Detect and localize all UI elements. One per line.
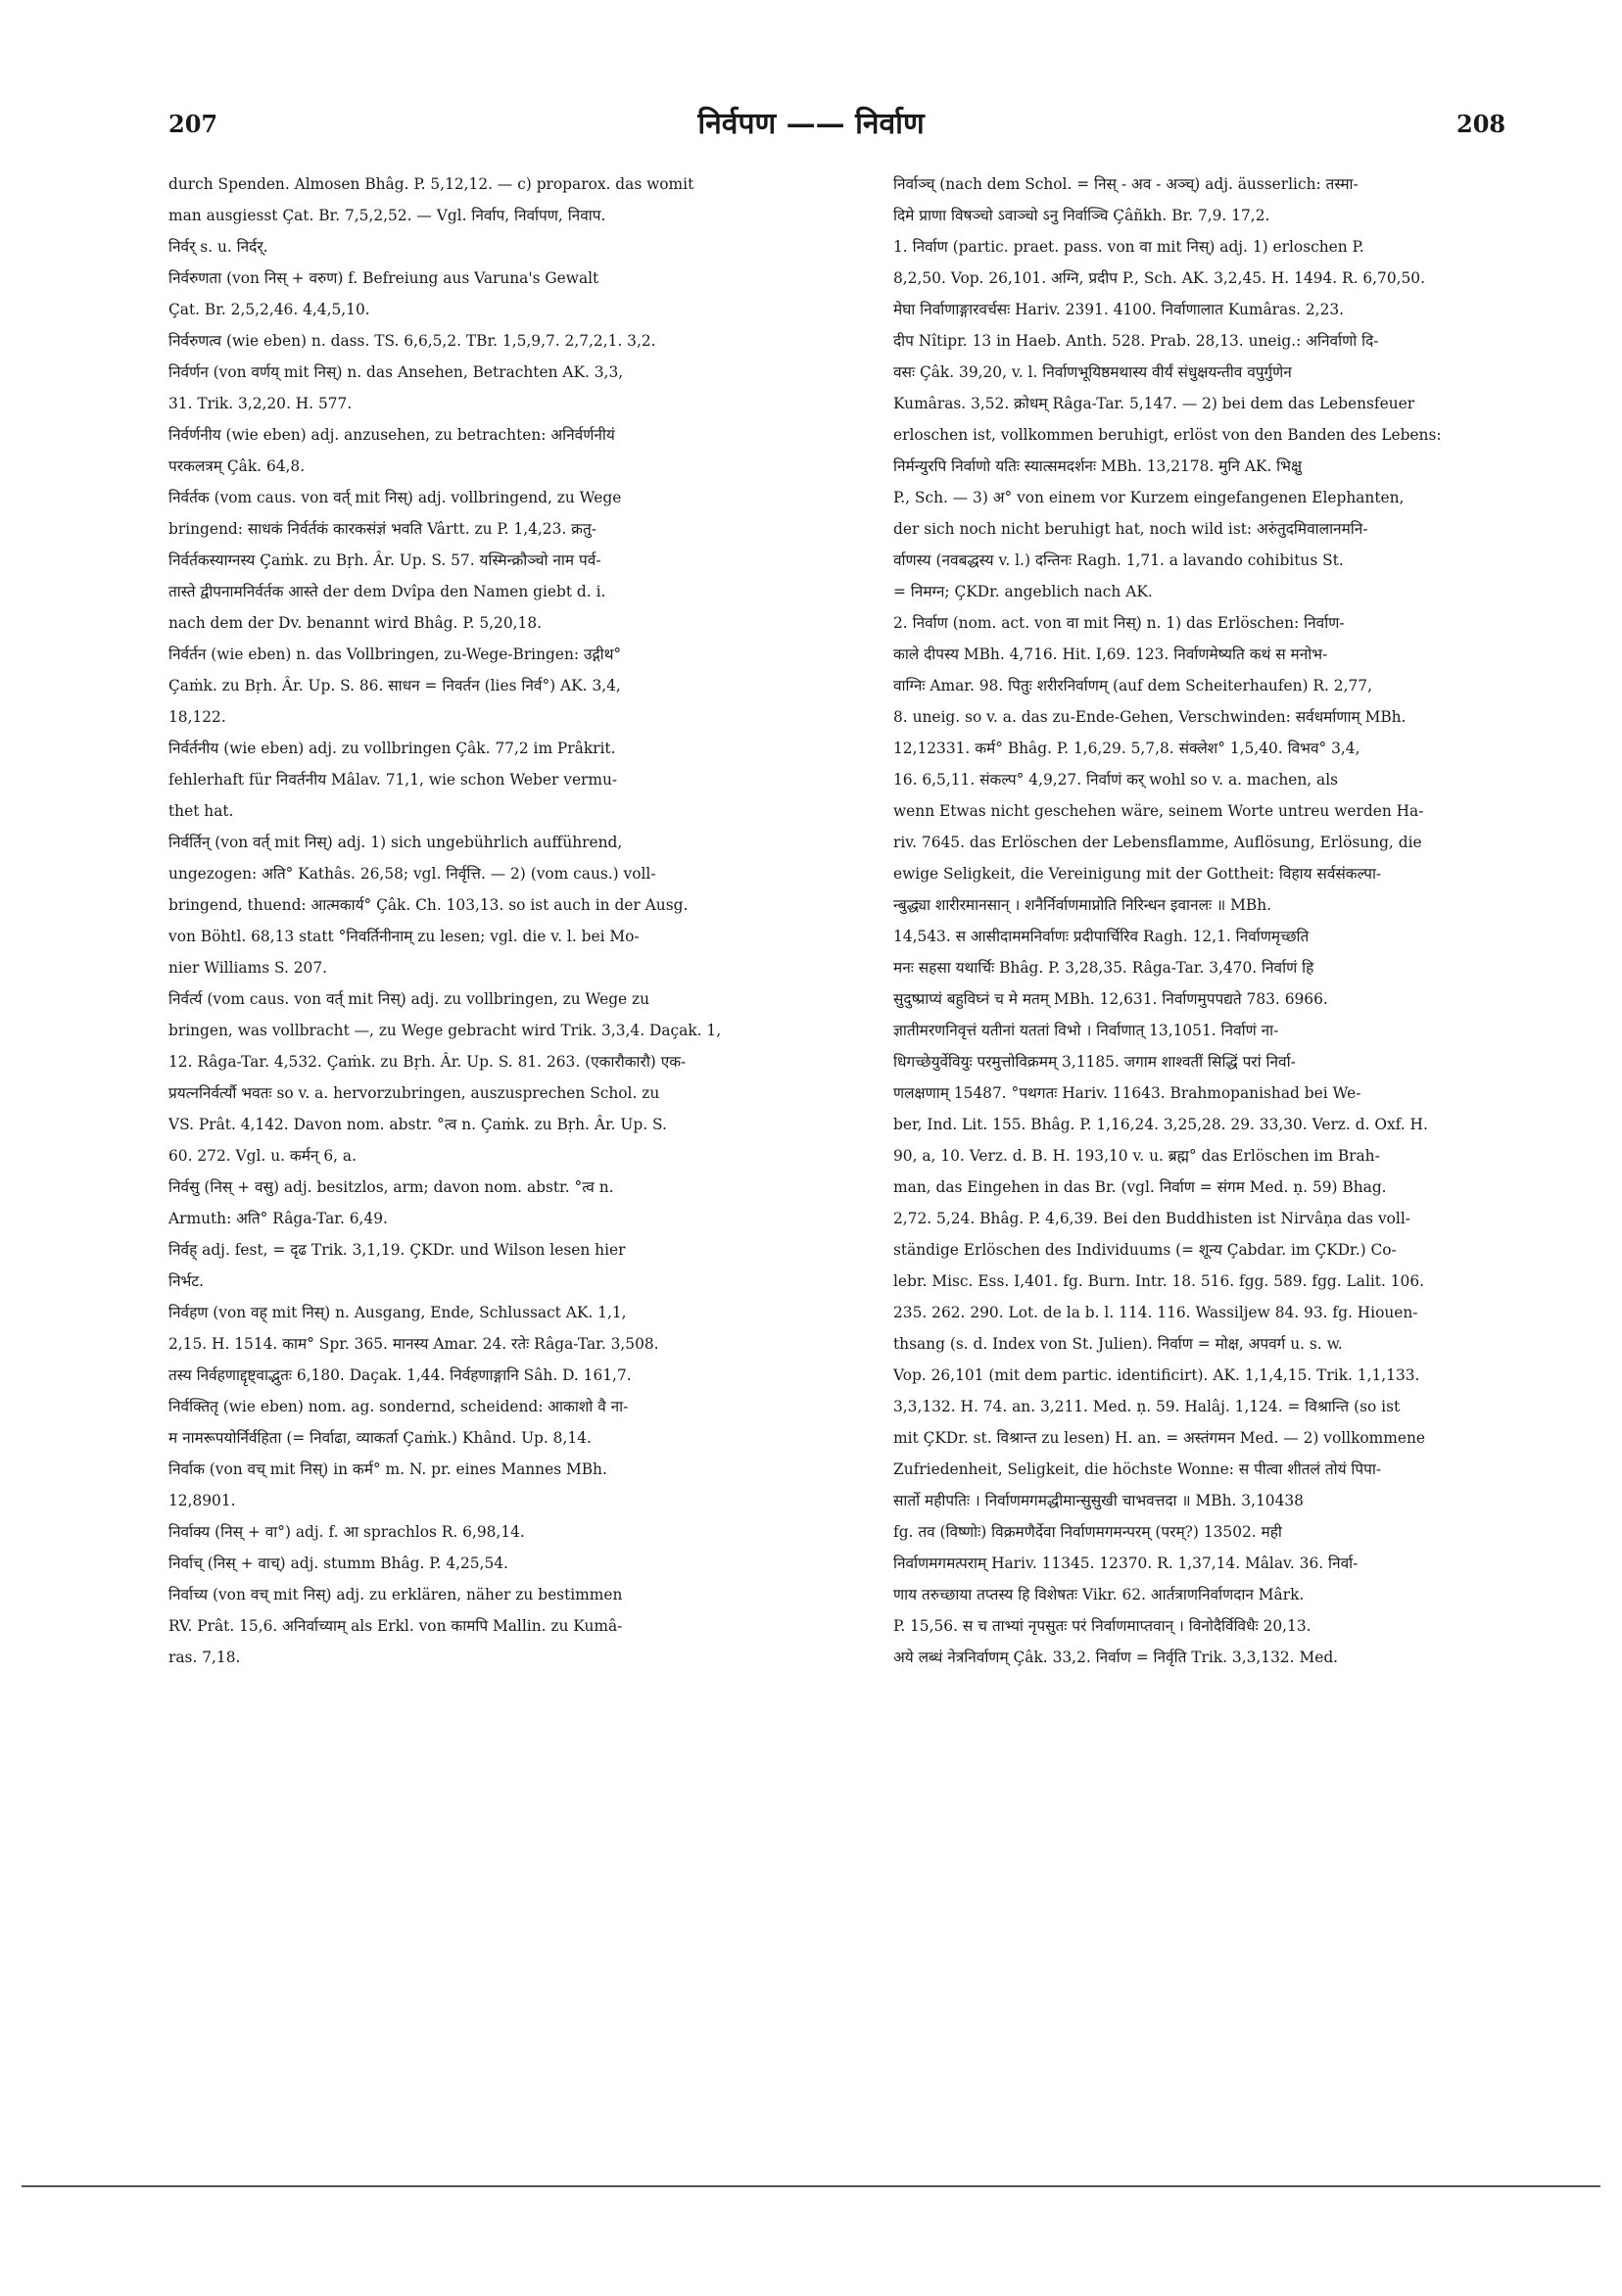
text-line: thsang (s. d. Index von St. Julien). निर्वाण = मोक्ष, अपवर्ग u. s. w.: [893, 1335, 1343, 1353]
text-line: der sich noch nicht beruhigt hat, noch wild ist: अरुंतुदमिवालानमनि-: [893, 520, 1368, 538]
text-line: म नामरूपयोर्निर्वहिता (= निर्वाढा, व्याकर्ता Çaṁk.) Khând. Up. 8,14.: [168, 1429, 592, 1447]
text-line: 8. uneig. so v. a. das zu-Ende-Gehen, Verschwinden: सर्वधर्माणाम् MBh.: [893, 708, 1407, 726]
text-line: दिमे प्राणा विषञ्चो ऽवाञ्चो ऽनु निर्वाञ्चि Çâñkh. Br. 7,9. 17,2.: [893, 207, 1270, 224]
text-line: धिगच्छेयुर्वेवियुः परमुत्तोविक्रमम् 3,1185. जगाम शाश्वतीं सिद्धिं परां निर्वा-: [893, 1053, 1296, 1071]
page-number-right: 208: [1456, 110, 1506, 138]
text-line: निर्वर्त्य (vom caus. von वर्त् mit निस्) adj. zu vollbringen, zu Wege zu: [168, 990, 650, 1008]
text-line: bringen, was vollbracht —, zu Wege gebracht wird Trik. 3,3,4. Daçak. 1,: [168, 1022, 722, 1039]
text-line: nach dem der Dv. benannt wird Bhâg. P. 5,20,18.: [168, 614, 542, 632]
text-line: ständige Erlöschen des Individuums (= शून्य Çabdar. im ÇKDr.) Co-: [893, 1241, 1397, 1259]
text-line: निर्वाणमगमत्पराम् Hariv. 11345. 12370. R. 1,37,14. Mâlav. 36. निर्वा-: [893, 1555, 1359, 1572]
text-line: 1. निर्वाण (partic. praet. pass. von वा mit निस्) adj. 1) erloschen P.: [893, 238, 1364, 256]
text-line: निर्वाञ्च् (nach dem Schol. = निस् - अव - अञ्च्) adj. äusserlich: तस्मा-: [893, 175, 1359, 193]
text-line: P., Sch. — 3) अ° von einem vor Kurzem eingefangenen Elephanten,: [893, 489, 1405, 506]
text-line: निर्भट.: [168, 1272, 204, 1290]
text-line: ज्ञातीमरणनिवृत्तं यतीनां यततां विभो । निर्वाणात् 13,1051. निर्वाणं ना-: [893, 1022, 1279, 1039]
text-line: bringend: साधकं निर्वर्तकं कारकसंज्ञं भवति Vârtt. zu P. 1,4,23. क्रतु-: [168, 520, 596, 538]
text-line: वाग्निः Amar. 98. पितुः शरीरनिर्वाणम् (auf dem Scheiterhaufen) R. 2,77,: [893, 677, 1372, 694]
text-line: सुदुष्प्राप्यं बहुविघ्नं च मे मतम् MBh. 12,631. निर्वाणमुपपद्यते 783. 6966.: [893, 990, 1328, 1008]
text-line: P. 15,56. स च ताभ्यां नृपसुतः परं निर्वाणमाप्तवान् । विनोदैर्विविधैः 20,13.: [893, 1617, 1312, 1635]
text-line: 12,12331. कर्म° Bhâg. P. 1,6,29. 5,7,8. संक्लेश° 1,5,40. विभव° 3,4,: [893, 740, 1360, 757]
text-line: तास्ते द्वीपनामनिर्वर्तक आस्ते der dem Dvîpa den Namen giebt d. i.: [168, 583, 606, 600]
text-line: निर्वर् s. u. निर्दर्.: [168, 238, 268, 256]
text-line: man, das Eingehen in das Br. (vgl. निर्वाण = संगम Med. ṇ. 59) Bhag.: [893, 1178, 1387, 1196]
text-line: निर्वर्णन (von वर्णय् mit निस्) n. das Ansehen, Betrachten AK. 3,3,: [168, 363, 624, 381]
text-line: निर्वर्तक (vom caus. von वर्त् mit निस्) adj. vollbringend, zu Wege: [168, 489, 622, 506]
text-line: durch Spenden. Almosen Bhâg. P. 5,12,12. — c) proparox. das womit: [168, 175, 694, 193]
text-line: निर्वर्तनीय (wie eben) adj. zu vollbringen Çâk. 77,2 im Prâkrit.: [168, 740, 616, 757]
text-line: 60. 272. Vgl. u. कर्मन् 6, a.: [168, 1147, 358, 1165]
text-line: तस्य निर्वहणाद्दृष्ट्वाद्भुतः 6,180. Daçak. 1,44. निर्वहणाङ्गानि Sâh. D. 161,7.: [168, 1366, 632, 1384]
text-line: 31. Trik. 3,2,20. H. 577.: [168, 395, 353, 412]
text-line: ewige Seligkeit, die Vereinigung mit der Gottheit: विहाय सर्वसंकल्पा-: [893, 865, 1382, 883]
text-line: निर्मन्युरपि निर्वाणो यतिः स्यात्समदर्शनः MBh. 13,2178. मुनि AK. भिक्षु: [893, 457, 1303, 475]
right-column: [893, 168, 1532, 1673]
text-line: Vop. 26,101 (mit dem partic. identificirt). AK. 1,1,4,15. Trik. 1,1,133.: [893, 1366, 1420, 1384]
text-line: RV. Prât. 15,6. अनिर्वाच्याम् als Erkl. von कामपि Mallin. zu Kumâ-: [168, 1617, 623, 1635]
text-line: निर्वाक (von वच् mit निस्) in कर्म° m. N. pr. eines Mannes MBh.: [168, 1460, 607, 1478]
text-line: णलक्षणाम् 15487. °पथगतः Hariv. 11643. Brahmopanishad bei We-: [893, 1084, 1361, 1102]
text-line: काले दीपस्य MBh. 4,716. Hit. I,69. 123. निर्वाणमेष्यति कथं स मनोभ-: [893, 646, 1328, 663]
text-line: निर्वर्तकस्याग्नस्य Çaṁk. zu Bṛh. Âr. Up. S. 57. यस्मिन्क्रौञ्चो नाम पर्व-: [168, 551, 601, 569]
text-line: 16. 6,5,11. संकल्प° 4,9,27. निर्वाणं कर् wohl so v. a. machen, als: [893, 771, 1339, 789]
text-line: निर्वर्णनीय (wie eben) adj. anzusehen, zu betrachten: अनिर्वर्णनीयं: [168, 426, 615, 444]
text-line: nier Williams S. 207.: [168, 959, 328, 977]
text-line: निर्वाच् (निस् + वाच्) adj. stumm Bhâg. P. 4,25,54.: [168, 1555, 508, 1572]
text-line: निर्वर्तन (wie eben) n. das Vollbringen, zu-Wege-Bringen: उद्गीथ°: [168, 646, 622, 663]
text-line: णाय तरुच्छाया तप्तस्य हि विशेषतः Vikr. 62. आर्तत्राणनिर्वाणदान Mârk.: [893, 1586, 1305, 1603]
text-line: riv. 7645. das Erlöschen der Lebensflamme, Auflösung, Erlösung, die: [893, 834, 1422, 851]
text-line: प्रयत्ननिर्वर्त्यौ भवतः so v. a. hervorzubringen, auszusprechen Schol. zu: [168, 1084, 660, 1102]
text-line: निर्वह् adj. fest, = दृढ Trik. 3,1,19. ÇKDr. und Wilson lesen hier: [168, 1241, 626, 1259]
text-line: erloschen ist, vollkommen beruhigt, erlöst von den Banden des Lebens:: [893, 426, 1442, 444]
text-line: न्बुद्ध्या शारीरमानसान् । शनैर्निर्वाणमाप्नोति निरिन्धन इवानलः ॥ MBh.: [893, 896, 1271, 914]
text-line: bringend, thuend: आत्मकार्य° Çâk. Ch. 103,13. so ist auch in der Ausg.: [168, 896, 689, 914]
left-column: [168, 168, 787, 1673]
text-line: मनः सहसा यथार्चिः Bhâg. P. 3,28,35. Râga-Tar. 3,470. निर्वाणं हि: [893, 959, 1314, 977]
text-line: lebr. Misc. Ess. I,401. fg. Burn. Intr. 18. 516. fgg. 589. fgg. Lalit. 106.: [893, 1272, 1425, 1290]
text-line: Armuth: अति° Râga-Tar. 6,49.: [168, 1210, 388, 1227]
text-line: mit ÇKDr. st. विश्रान्त zu lesen) H. an. = अस्तंगमन Med. — 2) vollkommene: [893, 1429, 1425, 1447]
text-line: fehlerhaft für निवर्तनीय Mâlav. 71,1, wie schon Weber vermu-: [168, 771, 618, 789]
text-line: निर्वाच्य (von वच् mit निस्) adj. zu erklären, näher zu bestimmen: [168, 1586, 623, 1603]
text-line: fg. तव (विष्णोः) विक्रमणैर्देवा निर्वाणमगमन्परम् (परम्?) 13502. मही: [893, 1523, 1282, 1541]
text-line: Çaṁk. zu Bṛh. Âr. Up. S. 86. साधन = निवर्तन (lies निर्व°) AK. 3,4,: [168, 677, 621, 694]
text-line: निर्वक्तितृ (wie eben) nom. ag. sondernd, scheidend: आकाशो वै ना-: [168, 1398, 629, 1415]
text-line: 12,8901.: [168, 1492, 236, 1509]
text-line: Çat. Br. 2,5,2,46. 4,4,5,10.: [168, 301, 370, 318]
text-line: ras. 7,18.: [168, 1649, 241, 1666]
text-line: मेघा निर्वाणाङ्गारवर्चसः Hariv. 2391. 4100. निर्वाणालात Kumâras. 2,23.: [893, 301, 1345, 318]
text-line: man ausgiesst Çat. Br. 7,5,2,52. — Vgl. निर्वाप, निर्वापण, निवाप.: [168, 207, 606, 224]
text-line: 12. Râga-Tar. 4,532. Çaṁk. zu Bṛh. Âr. Up. S. 81. 263. (एकारौकारौ) एक-: [168, 1053, 687, 1071]
text-line: 235. 262. 290. Lot. de la b. l. 114. 116. Wassiljew 84. 93. fg. Hiouen-: [893, 1304, 1418, 1321]
text-line: निर्वरुणता (von निस् + वरुण) f. Befreiung aus Varuna's Gewalt: [168, 269, 599, 287]
text-line: Zufriedenheit, Seligkeit, die höchste Wonne: स पीत्वा शीतलं तोयं पिपा-: [893, 1460, 1382, 1478]
text-line: Kumâras. 3,52. क्रोधम् Râga-Tar. 5,147. — 2) bei dem das Lebensfeuer: [893, 395, 1415, 412]
text-line: निर्वरुणत्व (wie eben) n. dass. TS. 6,6,5,2. TBr. 1,5,9,7. 2,7,2,1. 3,2.: [168, 332, 656, 350]
text-line: निर्वसु (निस् + वसु) adj. besitzlos, arm; davon nom. abstr. °त्व n.: [168, 1178, 614, 1196]
text-line: 3,3,132. H. 74. an. 3,211. Med. ṇ. 59. Halâj. 1,124. = विश्रान्ति (so ist: [893, 1398, 1401, 1415]
text-line: von Böhtl. 68,13 statt °निवर्तिनीनाम् zu lesen; vgl. die v. l. bei Mo-: [168, 928, 640, 945]
text-line: 2,15. H. 1514. काम° Spr. 365. मानस्य Amar. 24. रतेः Râga-Tar. 3,508.: [168, 1335, 659, 1353]
text-line: thet hat.: [168, 802, 234, 820]
text-line: निर्वर्तिन् (von वर्त् mit निस्) adj. 1) sich ungebührlich aufführend,: [168, 834, 623, 851]
text-line: निर्वहण (von वह् mit निस्) n. Ausgang, Ende, Schlussact AK. 1,1,: [168, 1304, 627, 1321]
text-line: वसः Çâk. 39,20, v. l. निर्वाणभूयिष्ठमथास्य वीर्यं संधुक्षयन्तीव वपुर्गुणेन: [893, 363, 1292, 381]
text-line: = निमग्न; ÇKDr. angeblich nach AK.: [893, 583, 1153, 600]
text-line: सार्तो महीपतिः । निर्वाणमगमद्धीमान्सुसुखी चाभवत्तदा ॥ MBh. 3,10438: [893, 1492, 1304, 1509]
text-line: 90, a, 10. Verz. d. B. H. 193,10 v. u. ब्रह्म° das Erlöschen im Brah-: [893, 1147, 1380, 1165]
text-line: 2. निर्वाण (nom. act. von वा mit निस्) n. 1) das Erlöschen: निर्वाण-: [893, 614, 1345, 632]
text-line: 8,2,50. Vop. 26,101. अग्नि, प्रदीप P., Sch. AK. 3,2,45. H. 1494. R. 6,70,50.: [893, 269, 1425, 287]
text-line: 18,122.: [168, 708, 226, 726]
page-number-left: 207: [168, 110, 218, 138]
text-line: दीप Nîtipr. 13 in Haeb. Anth. 528. Prab. 28,13. uneig.: अनिर्वाणो दि-: [893, 332, 1379, 350]
text-line: निर्वाक्य (निस् + वा°) adj. f. आ sprachlos R. 6,98,14.: [168, 1523, 525, 1541]
text-line: 14,543. स आसीदाममनिर्वाणः प्रदीपार्चिरिव Ragh. 12,1. निर्वाणमृच्छति: [893, 928, 1310, 945]
text-line: ungezogen: अति° Kathâs. 26,58; vgl. निर्वृत्ति. — 2) (vom caus.) voll-: [168, 865, 656, 883]
text-line: 2,72. 5,24. Bhâg. P. 4,6,39. Bei den Buddhisten ist Nirvâṇa das voll-: [893, 1210, 1410, 1227]
text-line: परकलत्रम् Çâk. 64,8.: [168, 457, 306, 475]
bottom-rule: [22, 2185, 1600, 2187]
text-line: VS. Prât. 4,142. Davon nom. abstr. °त्व n. Çaṁk. zu Bṛh. Âr. Up. S.: [168, 1116, 667, 1133]
text-line: र्वाणस्य (नवबद्धस्य v. l.) दन्तिनः Ragh. 1,71. a lavando cohibitus St.: [893, 551, 1344, 569]
page-header-title: निर्वपण —— निर्वाण: [697, 107, 925, 141]
text-line: अये लब्धं नेत्रनिर्वाणम् Çâk. 33,2. निर्वाण = निर्वृति Trik. 3,3,132. Med.: [893, 1649, 1339, 1666]
text-line: wenn Etwas nicht geschehen wäre, seinem Worte untreu werden Ha-: [893, 802, 1424, 820]
text-line: ber, Ind. Lit. 155. Bhâg. P. 1,16,24. 3,25,28. 29. 33,30. Verz. d. Oxf. H.: [893, 1116, 1428, 1133]
